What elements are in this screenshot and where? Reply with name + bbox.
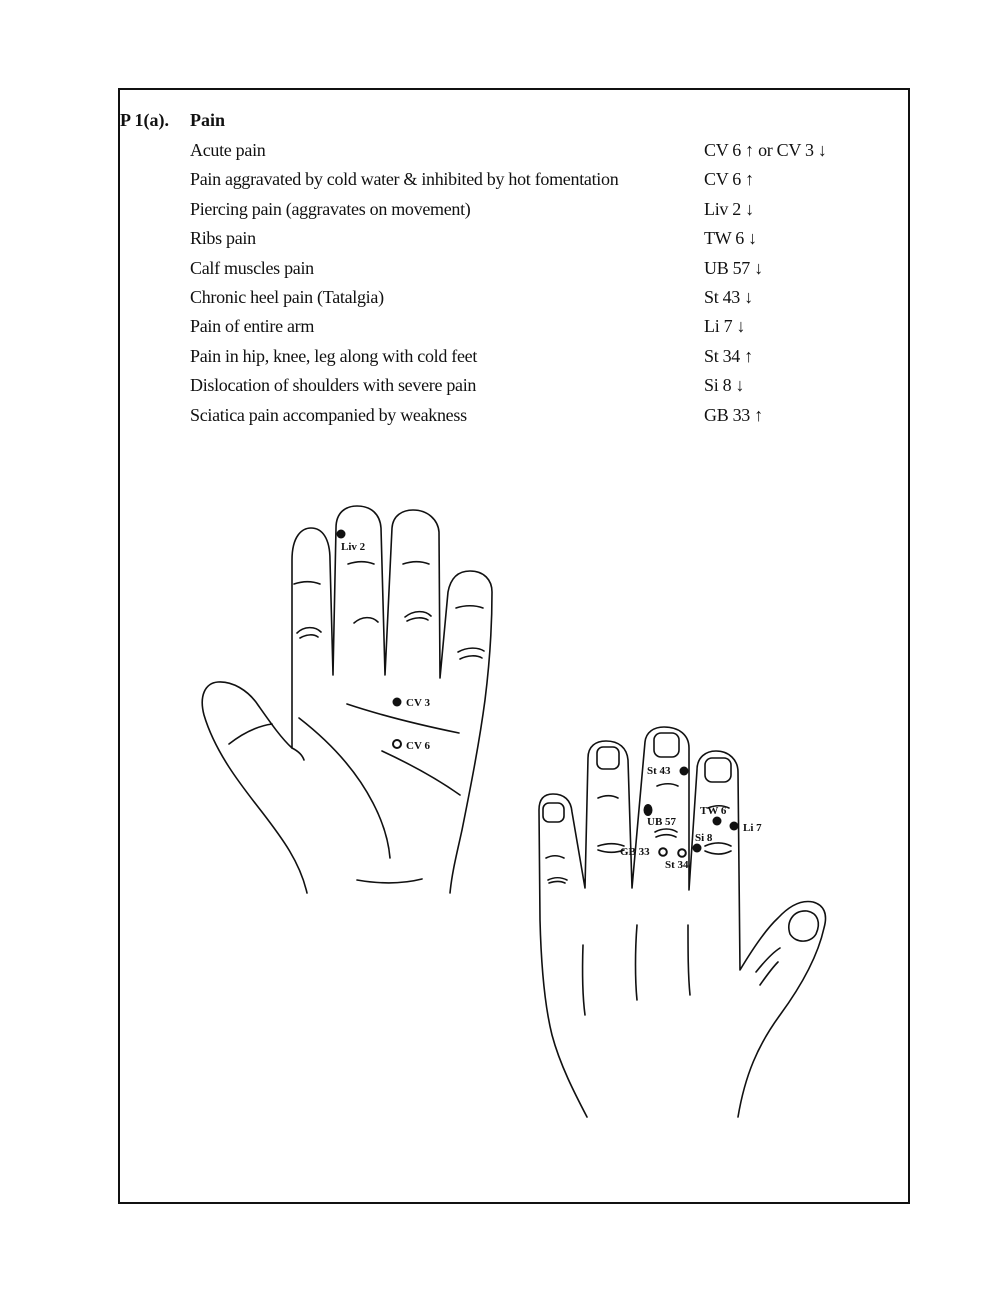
- point-prescription: CV 6 ↑: [704, 169, 754, 190]
- cv6-label: CV 6: [406, 740, 430, 752]
- condition-text: Dislocation of shoulders with severe pain: [190, 375, 477, 396]
- palm-hand-drawing: [202, 506, 492, 893]
- gb33-point-marker: [659, 848, 667, 856]
- point-prescription: CV 6 ↑ or CV 3 ↓: [704, 140, 827, 160]
- section-title: Pain: [190, 110, 226, 130]
- li7-point-marker: [730, 822, 739, 831]
- tw6-label: TW 6: [700, 805, 727, 817]
- condition-text: Acute pain: [190, 140, 266, 160]
- liv2-point-marker: [337, 530, 346, 539]
- st34-point-marker: [678, 849, 686, 857]
- cv6-point-marker: [393, 740, 401, 748]
- point-prescription: GB 33 ↑: [704, 404, 763, 425]
- point-prescription: TW 6 ↓: [704, 228, 757, 249]
- point-prescription: St 43 ↓: [704, 286, 753, 307]
- si8-point-marker: [693, 844, 702, 853]
- liv2-label: Liv 2: [341, 541, 366, 553]
- ub57-label: UB 57: [647, 816, 677, 828]
- ub57-point-marker: [644, 804, 653, 816]
- point-prescription: Si 8 ↓: [704, 375, 745, 396]
- condition-text: Pain aggravated by cold water & inhibited by hot fomentation: [190, 169, 619, 190]
- li7-label: Li 7: [743, 822, 762, 834]
- st43-point-marker: [680, 767, 689, 776]
- point-prescription: St 34 ↑: [704, 345, 753, 366]
- point-prescription: Li 7 ↓: [704, 316, 746, 337]
- gb33-label: GB 33: [620, 846, 650, 858]
- st34-label: St 34: [665, 859, 689, 871]
- si8-label: Si 8: [695, 832, 713, 844]
- st43-label: St 43: [647, 765, 671, 777]
- section-code: P 1(a).: [120, 110, 169, 130]
- condition-text: Chronic heel pain (Tatalgia): [190, 286, 384, 307]
- point-prescription: UB 57 ↓: [704, 257, 763, 278]
- condition-text: Calf muscles pain: [190, 257, 314, 278]
- condition-text: Pain of entire arm: [190, 316, 315, 337]
- cv3-point-marker: [393, 698, 402, 707]
- cv3-label: CV 3: [406, 697, 430, 709]
- condition-text: Piercing pain (aggravates on movement): [190, 198, 471, 219]
- point-prescription: Liv 2 ↓: [704, 198, 754, 219]
- condition-text: Sciatica pain accompanied by weakness: [190, 404, 467, 425]
- condition-text: Ribs pain: [190, 228, 256, 249]
- back-hand-drawing: [539, 727, 826, 1117]
- tw6-point-marker: [713, 817, 722, 826]
- condition-text: Pain in hip, knee, leg along with cold feet: [190, 345, 478, 366]
